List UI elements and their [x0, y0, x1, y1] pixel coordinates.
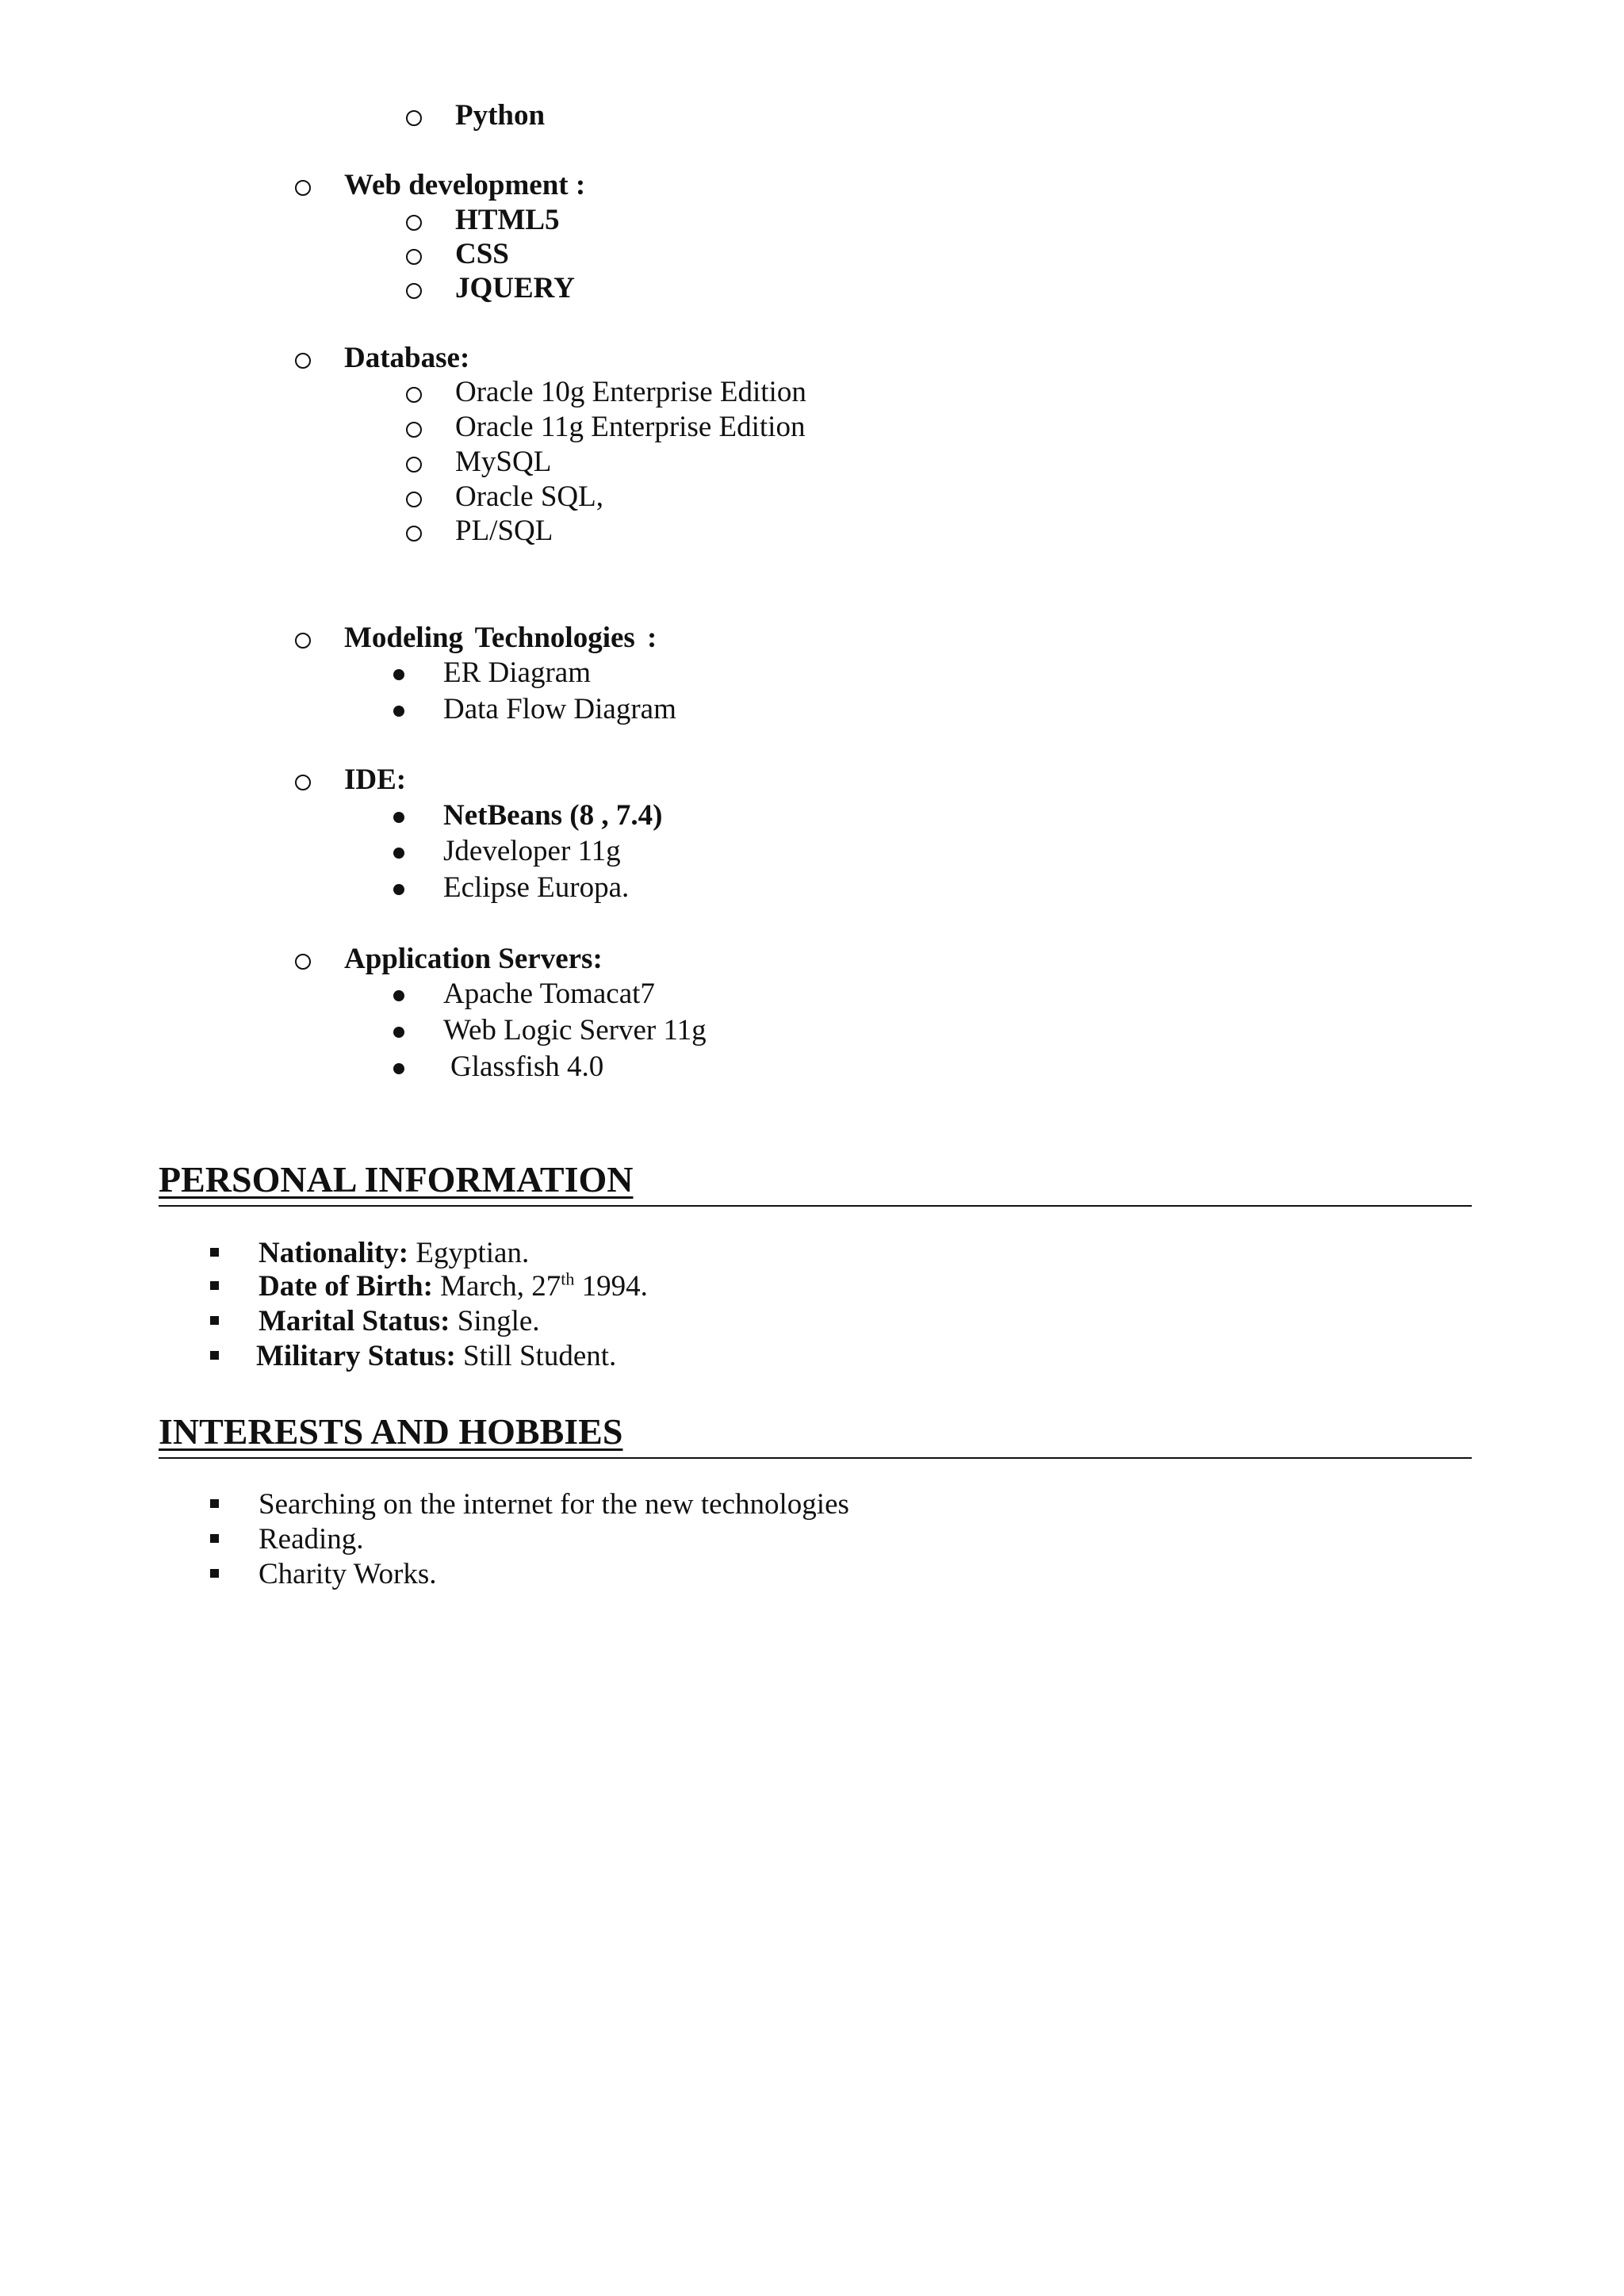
hollow-bullet-icon: [295, 954, 311, 970]
bullet-dot-icon: [393, 669, 404, 680]
bullet-dot-icon: [393, 990, 404, 1001]
hollow-bullet-icon: [295, 633, 311, 649]
bullet-dot-icon: [393, 706, 404, 717]
bullet-dot-icon: [393, 848, 404, 859]
square-bullet-icon: [210, 1248, 219, 1257]
section-divider: [159, 1457, 1472, 1459]
hollow-bullet-icon: [406, 215, 422, 231]
section-divider: [159, 1205, 1472, 1207]
hollow-bullet-icon: [406, 387, 422, 403]
personal-information-heading: PERSONAL INFORMATION: [159, 1159, 634, 1200]
square-bullet-icon: [210, 1534, 219, 1543]
bullet-dot-icon: [393, 884, 404, 895]
hollow-bullet-icon: [406, 110, 422, 126]
interests-and-hobbies-heading: INTERESTS AND HOBBIES: [159, 1411, 623, 1452]
hollow-bullet-icon: [406, 457, 422, 473]
square-bullet-icon: [210, 1499, 219, 1508]
hollow-bullet-icon: [295, 775, 311, 790]
hollow-bullet-icon: [406, 526, 422, 541]
square-bullet-icon: [210, 1316, 219, 1325]
hollow-bullet-icon: [295, 353, 311, 369]
hollow-bullet-icon: [406, 249, 422, 265]
square-bullet-icon: [210, 1281, 219, 1290]
square-bullet-icon: [210, 1351, 219, 1360]
hollow-bullet-icon: [295, 180, 311, 196]
bullet-dot-icon: [393, 1027, 404, 1038]
hollow-bullet-icon: [406, 422, 422, 438]
hollow-bullet-icon: [406, 492, 422, 507]
hollow-bullet-icon: [406, 283, 422, 299]
bullet-dot-icon: [393, 1063, 404, 1074]
square-bullet-icon: [210, 1569, 219, 1578]
bullet-dot-icon: [393, 812, 404, 823]
